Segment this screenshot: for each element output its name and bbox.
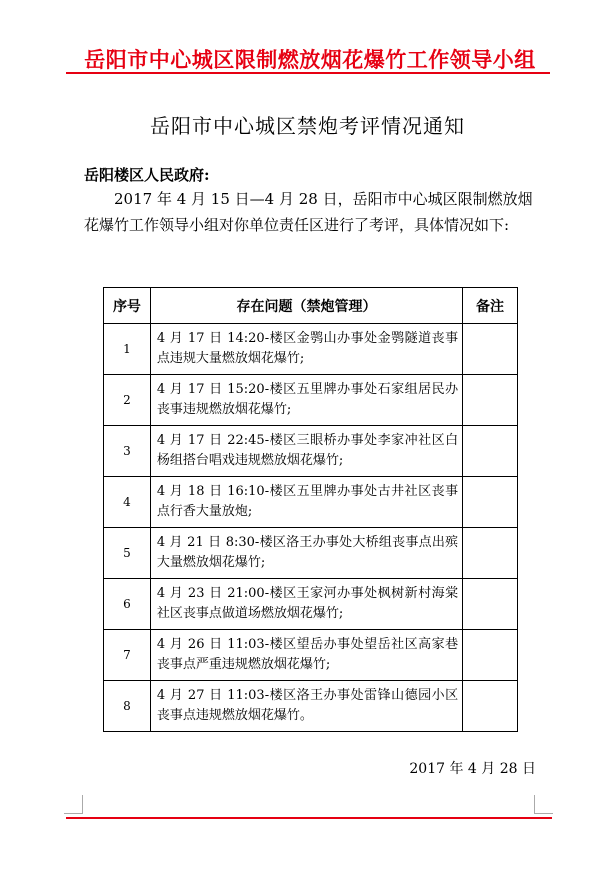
row-num: 7 — [104, 630, 151, 681]
row-issue: 4 月 27 日 11:03-楼区洛王办事处雷锋山德园小区丧事点违规燃放烟花爆竹。 — [150, 681, 462, 732]
header-num: 序号 — [104, 288, 151, 324]
row-issue: 4 月 17 日 22:45-楼区三眼桥办事处李家冲社区白杨组搭台唱戏违规燃放烟花爆竹; — [150, 426, 462, 477]
row-note — [463, 477, 518, 528]
table-row — [104, 324, 518, 375]
row-note — [463, 630, 518, 681]
table-row — [104, 630, 518, 681]
body-paragraph: 2017 年 4 月 15 日—4 月 28 日，岳阳市中心城区限制燃放烟花爆竹工作领导小组对你单位责任区进行了考评，具体情况如下: — [84, 190, 533, 234]
row-note — [463, 324, 518, 375]
table-row — [104, 375, 518, 426]
row-num: 5 — [104, 528, 151, 579]
row-note — [463, 426, 518, 477]
row-note — [463, 579, 518, 630]
row-num: 8 — [104, 681, 151, 732]
header-red-rule — [66, 72, 550, 74]
crop-mark-right — [534, 795, 553, 814]
row-note — [463, 681, 518, 732]
row-note — [463, 375, 518, 426]
table-header-row — [104, 288, 518, 324]
row-num: 2 — [104, 375, 151, 426]
row-num: 6 — [104, 579, 151, 630]
row-issue: 4 月 21 日 8:30-楼区洛王办事处大桥组丧事点出殡大量燃放烟花爆竹; — [150, 528, 462, 579]
row-issue: 4 月 17 日 14:20-楼区金鹗山办事处金鹗隧道丧事点违规大量燃放烟花爆竹; — [150, 324, 462, 375]
footer-red-rule — [66, 817, 552, 819]
header-note: 备注 — [463, 288, 518, 324]
table-row — [104, 681, 518, 732]
row-num: 4 — [104, 477, 151, 528]
row-issue: 4 月 18 日 16:10-楼区五里牌办事处古井社区丧事点行香大量放炮; — [150, 477, 462, 528]
row-issue: 4 月 26 日 11:03-楼区望岳办事处望岳社区高家巷丧事点严重违规燃放烟花爆竹; — [150, 630, 462, 681]
header-issue: 存在问题（禁炮管理） — [150, 288, 462, 324]
document-title: 岳阳市中心城区禁炮考评情况通知 — [150, 114, 465, 138]
signature-date: 2017 年 4 月 28 日 — [409, 761, 536, 777]
row-issue: 4 月 17 日 15:20-楼区五里牌办事处石家组居民办丧事违规燃放烟花爆竹; — [150, 375, 462, 426]
table-row — [104, 426, 518, 477]
row-num: 1 — [104, 324, 151, 375]
row-num: 3 — [104, 426, 151, 477]
issues-table — [103, 287, 518, 732]
table-row — [104, 477, 518, 528]
addressee: 岳阳楼区人民政府: — [84, 166, 210, 184]
row-issue: 4 月 23 日 21:00-楼区王家河办事处枫树新村海棠社区丧事点做道场燃放烟花爆竹; — [150, 579, 462, 630]
table-row — [104, 579, 518, 630]
org-header-title: 岳阳市中心城区限制燃放烟花爆竹工作领导小组 — [84, 47, 536, 72]
crop-mark-left — [64, 795, 83, 814]
table-row — [104, 528, 518, 579]
row-note — [463, 528, 518, 579]
